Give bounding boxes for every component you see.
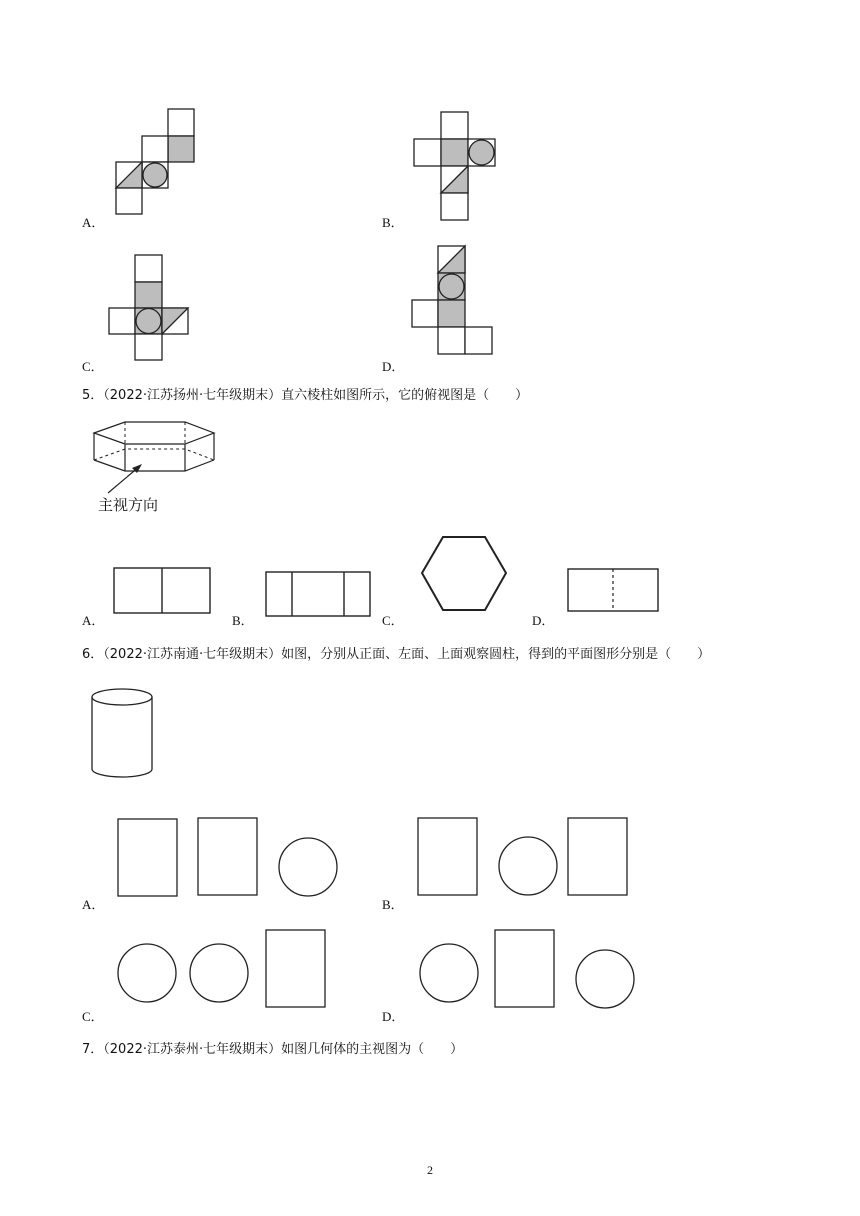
cylinder-figure [90, 686, 160, 782]
view-direction-caption: 主视方向 [98, 496, 159, 514]
net-option-c [106, 252, 196, 364]
q6-option-b-label[interactable]: B． [382, 897, 404, 912]
q6-option-a-label[interactable]: A． [82, 897, 105, 912]
page-number: 2 [427, 1163, 433, 1177]
q5-option-a-label[interactable]: A． [82, 613, 105, 628]
net-option-a [112, 104, 202, 214]
q6-option-c-figure [116, 928, 338, 1010]
q6-option-a-figure [116, 817, 346, 899]
q6-option-d-label[interactable]: D． [382, 1009, 405, 1024]
q5-option-c-label[interactable]: C． [382, 613, 404, 628]
q4-option-a-label[interactable]: A． [82, 215, 105, 230]
q5-option-d-figure [566, 567, 660, 615]
q5-option-d-label[interactable]: D． [532, 613, 555, 628]
q6-option-b-figure [416, 816, 636, 898]
q4-option-b-label[interactable]: B． [382, 215, 404, 230]
net-option-d [409, 243, 499, 358]
q5-option-b-figure [264, 570, 374, 620]
q5-option-b-label[interactable]: B． [232, 613, 254, 628]
q7-stem: 7．（2022·江苏泰州·七年级期末）如图几何体的主视图为（ ） [82, 1042, 464, 1057]
q5-stem: 5．（2022·江苏扬州·七年级期末）直六棱柱如图所示，它的俯视图是（ ） [82, 388, 529, 403]
q5-option-a-figure [112, 566, 212, 616]
q5-option-c-figure [418, 534, 510, 614]
q4-option-d-label[interactable]: D． [382, 359, 405, 374]
net-option-b [410, 108, 520, 228]
q6-option-c-label[interactable]: C． [82, 1009, 104, 1024]
q6-option-d-figure [416, 928, 646, 1010]
q6-stem: 6．（2022·江苏南通·七年级期末）如图，分别从正面、左面、上面观察圆柱，得到的平面图形分别是（ ） [82, 647, 711, 662]
q4-option-c-label[interactable]: C． [82, 359, 104, 374]
hexagonal-prism-figure [90, 416, 220, 496]
